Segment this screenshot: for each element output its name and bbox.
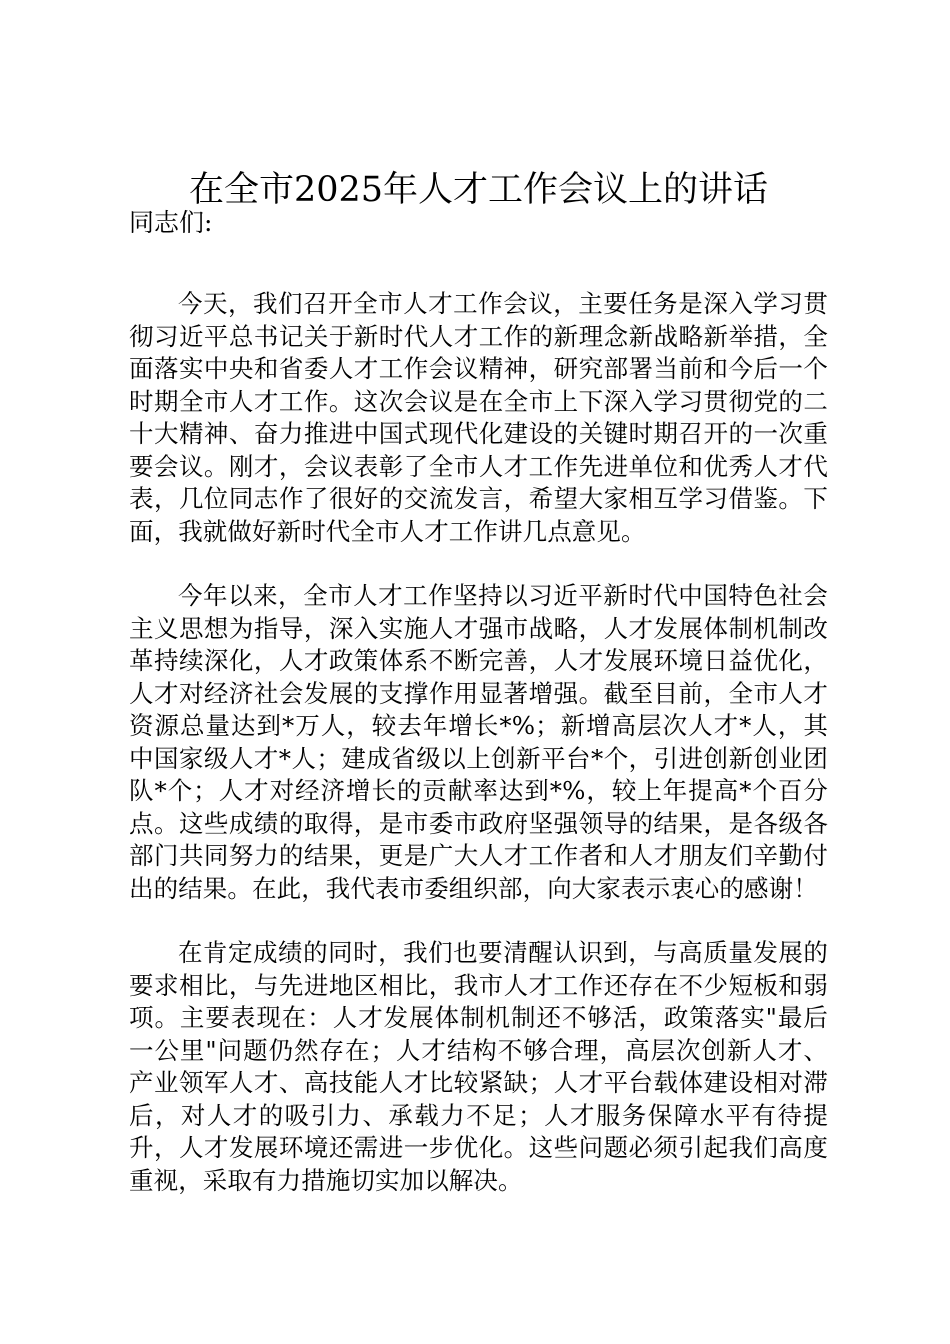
paragraph-achievements: 今年以来，全市人才工作坚持以习近平新时代中国特色社会主义思想为指导，深入实施人才强市战略，人才发展体制机制改革持续深化，人才政策体系不断完善，人才发展环境日益优化，人才对经济社会发展的支撑作用显著增强。截至目前，全市人才资源总量达到*万人，较去年增长*%；新增高层次人才*人，其中国家级人才*人；建成省级以上创新平台*个，引进创新创业团队*个；人才对经济增长的贡献率达到*%，较上年提高*个百分点。这些成绩的取得，是市委市政府坚强领导的结果，是各级各部门共同努力的结果，更是广大人才工作者和人才朋友们辛勤付出的结果。在此，我代表市委组织部，向大家表示衷心的感谢！ <box>129 581 828 903</box>
paragraph-shortcomings: 在肯定成绩的同时，我们也要清醒认识到，与高质量发展的要求相比，与先进地区相比，我市人才工作还存在不少短板和弱项。主要表现在：人才发展体制机制还不够活，政策落实"最后一公里"问题仍然存在；人才结构不够合理，高层次创新人才、产业领军人才、高技能人才比较紧缺；人才平台载体建设相对滞后，对人才的吸引力、承载力不足；人才服务保障水平有待提升，人才发展环境还需进一步优化。这些问题必须引起我们高度重视，采取有力措施切实加以解决。 <box>129 938 828 1195</box>
document-title: 在全市2025年人才工作会议上的讲话 <box>188 170 769 210</box>
salutation: 同志们: <box>129 208 213 237</box>
document-body <box>129 288 828 1229</box>
paragraph-opening: 今天，我们召开全市人才工作会议，主要任务是深入学习贯彻习近平总书记关于新时代人才工作的新理念新战略新举措，全面落实中央和省委人才工作会议精神，研究部署当前和今后一个时期全市人才工作。这次会议是在全市上下深入学习贯彻党的二十大精神、奋力推进中国式现代化建设的关键时期召开的一次重要会议。刚才，会议表彰了全市人才工作先进单位和优秀人才代表，几位同志作了很好的交流发言，希望大家相互学习借鉴。下面，我就做好新时代全市人才工作讲几点意见。 <box>129 289 828 546</box>
